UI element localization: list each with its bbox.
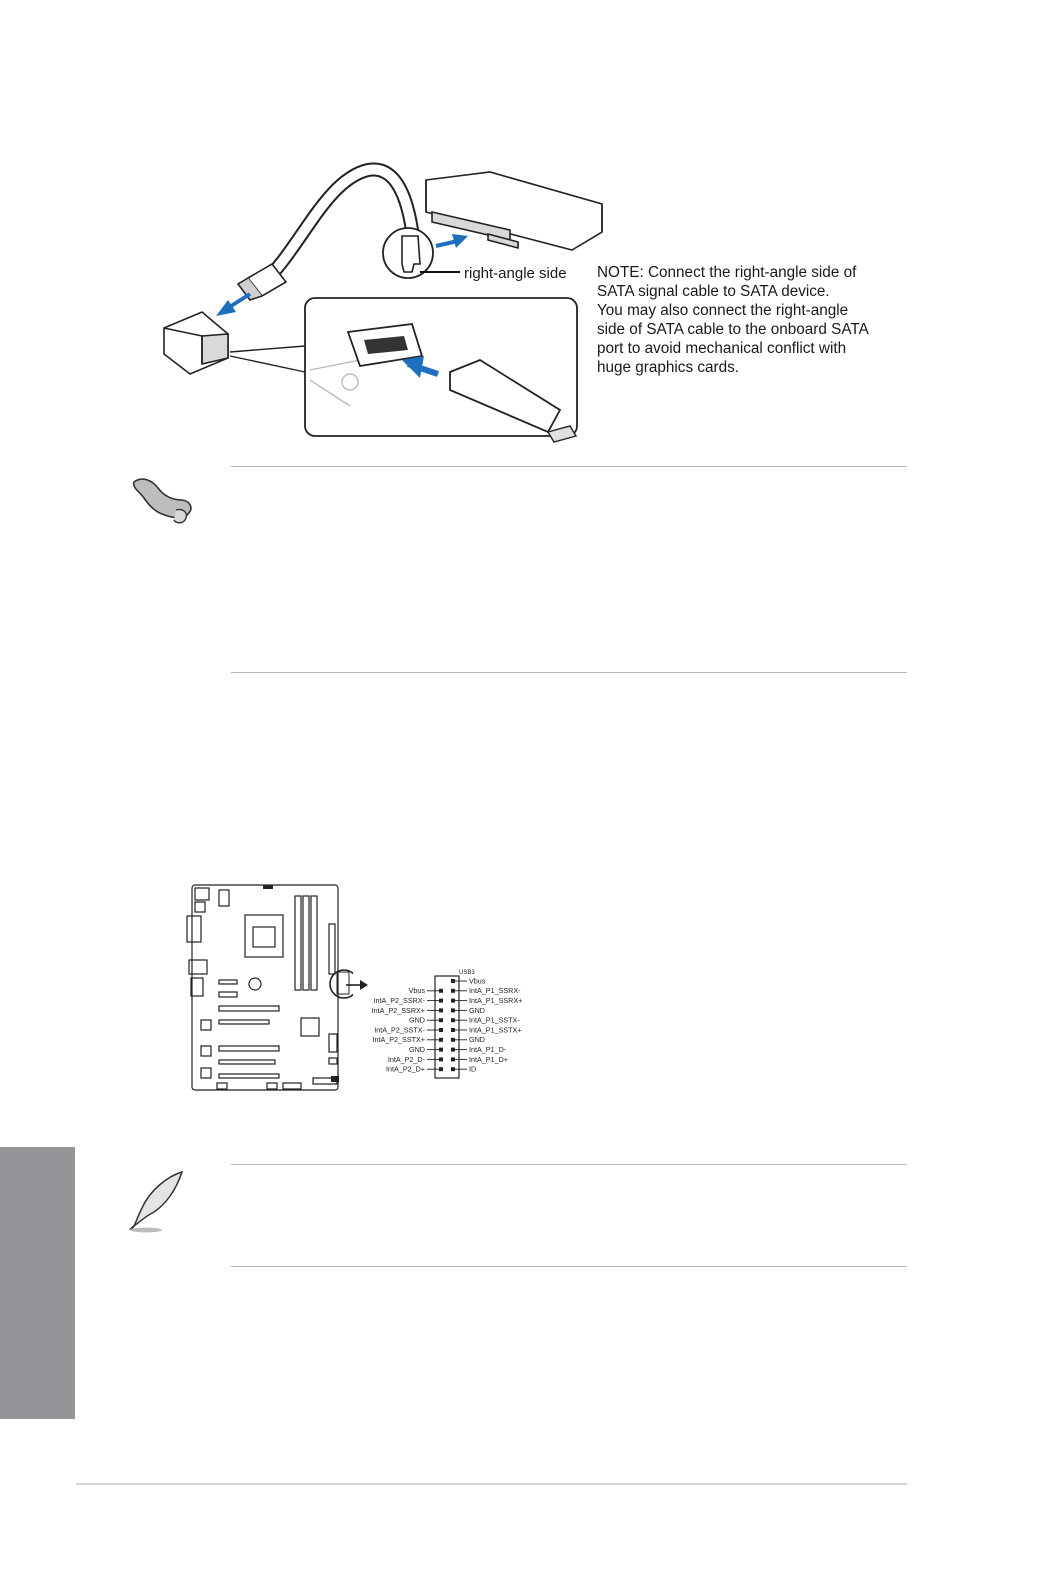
pin-label-left: IntA_P2_D+: [386, 1064, 425, 1074]
note-line: side of SATA cable to the onboard SATA: [597, 321, 869, 338]
motherboard-layout-diagram: [183, 880, 353, 1096]
pin-right: [451, 1038, 455, 1042]
note-line: SATA signal cable to SATA device.: [597, 283, 830, 300]
pin-label-right: IntA_P1_SSTX-: [469, 1015, 520, 1025]
pin-left: [439, 1057, 443, 1061]
pin-right: [451, 989, 455, 993]
hard-drive-icon: [426, 172, 602, 250]
pin-label-left: IntA_P2_D-: [387, 1054, 425, 1064]
usb3-header-label: USB3: [459, 970, 475, 976]
pin-left: [439, 1038, 443, 1042]
pin-left: [439, 999, 443, 1003]
pin-label-right: ID: [469, 1064, 477, 1074]
pin-label-right: IntA_P1_SSTX+: [469, 1025, 522, 1035]
pin-right: [451, 1067, 455, 1071]
note-bottom-rule: [231, 1266, 907, 1267]
caution-top-rule: [231, 466, 907, 467]
pin-left: [439, 1018, 443, 1022]
pin-left: [439, 989, 443, 993]
right-angle-side-label: right-angle side: [464, 265, 567, 282]
note-top-rule: [231, 1164, 907, 1165]
pin-label-right: IntA_P1_D+: [469, 1054, 508, 1064]
note-line: port to avoid mechanical conflict with: [597, 340, 847, 357]
pin-right: [451, 999, 455, 1003]
pin-right: [451, 1048, 455, 1052]
pin-right: [451, 979, 455, 983]
pin-right: [451, 1057, 455, 1061]
arrow-left-icon: [216, 294, 250, 316]
pin-left: [439, 1067, 443, 1071]
caution-hand-icon: [128, 474, 198, 528]
note-line: You may also connect the right-angle: [597, 302, 849, 319]
pin-label-right: IntA_P1_SSRX-: [469, 986, 521, 996]
pin-label-left: IntA_P2_SSRX+: [371, 1005, 425, 1015]
pin-label-left: IntA_P2_SSTX+: [372, 1035, 425, 1045]
pin-label-right: IntA_P1_D-: [469, 1045, 507, 1054]
sata-note-text: [597, 263, 917, 377]
pin-left: [439, 1048, 443, 1052]
pin-label-right: GND: [469, 1005, 485, 1015]
pin-label-left: IntA_P2_SSTX-: [374, 1025, 425, 1035]
pin-left: [439, 1028, 443, 1032]
note-line: huge graphics cards.: [597, 359, 740, 376]
pin-label-right: IntA_P1_SSRX+: [469, 996, 523, 1005]
pin-label-right: Vbus: [469, 976, 486, 986]
caution-bottom-rule: [231, 672, 907, 673]
pin-label-right: GND: [469, 1035, 485, 1045]
pin-right: [451, 1008, 455, 1012]
note-line: NOTE: Connect the right-angle side of: [597, 264, 857, 281]
onboard-port-zoom-panel: [230, 298, 577, 442]
footer-rule: [76, 1483, 907, 1485]
pin-label-left: IntA_P2_SSRX-: [373, 996, 425, 1005]
pin-right: [451, 1018, 455, 1022]
sata-cable-illustration: [150, 160, 610, 450]
pin-right: [451, 1028, 455, 1032]
pin-label-left: GND: [409, 1045, 425, 1054]
chapter-side-tab: [0, 1147, 75, 1419]
note-pen-icon: [124, 1168, 188, 1234]
pin-label-left: GND: [409, 1015, 425, 1025]
pin-left: [439, 1008, 443, 1012]
right-angle-connector-callout: [383, 228, 468, 278]
pin-label-left: Vbus: [408, 986, 425, 996]
usb3-header-pinout: [355, 966, 555, 1080]
port-block-icon: [164, 312, 228, 374]
